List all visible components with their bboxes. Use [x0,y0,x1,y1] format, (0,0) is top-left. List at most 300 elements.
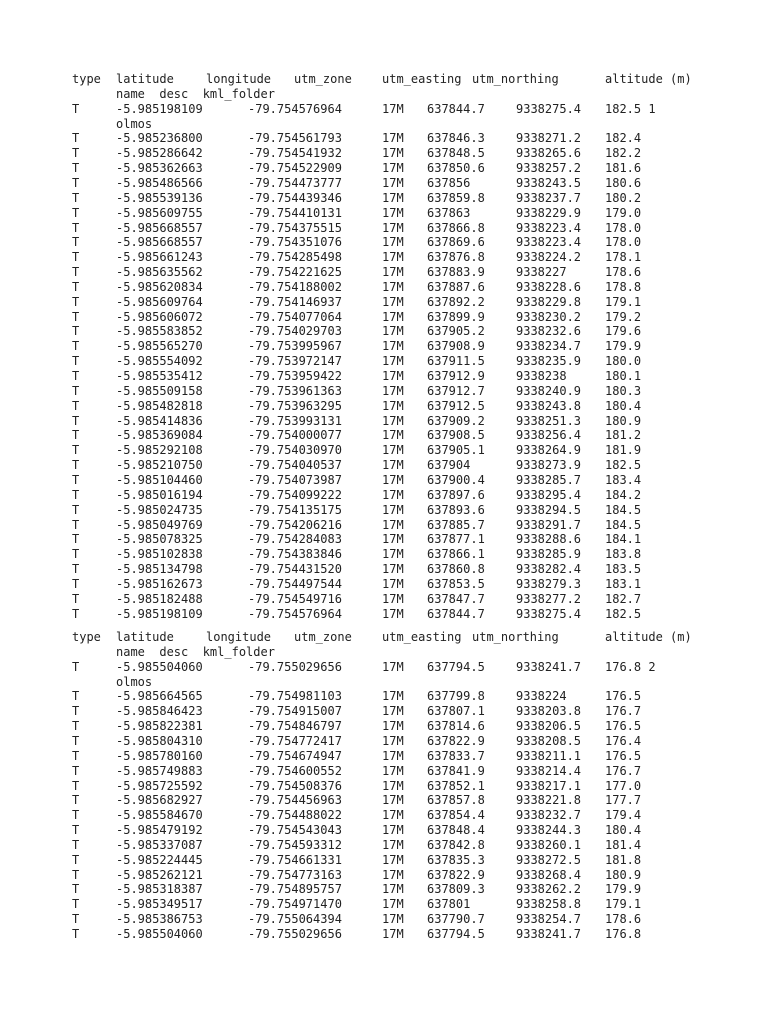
cell-longitude: -79.754773163 [248,867,342,882]
cell-longitude: -79.754895757 [248,882,342,897]
cell-longitude: -79.754456963 [248,793,342,808]
header-type: type [72,630,101,644]
cell-utm-zone: 17M [382,161,404,176]
cell-altitude: 180.0 [605,354,642,369]
header-utm-easting: utm_easting [382,72,462,86]
cell-latitude: -5.985583852 [116,324,203,339]
cell-utm-easting: 637883.9 [427,265,485,280]
cell-altitude: 177.0 [605,778,642,793]
header-latitude: latitude [116,72,174,86]
cell-utm-easting: 637869.6 [427,235,485,250]
cell-name: olmos [116,674,153,689]
cell-longitude: -79.754846797 [248,719,342,734]
cell-utm-zone: 17M [382,413,404,428]
cell-longitude: -79.754146937 [248,294,342,309]
cell-utm-easting: 637835.3 [427,852,485,867]
cell-utm-zone: 17M [382,324,404,339]
header-utm-zone: utm_zone [294,630,352,644]
cell-longitude: -79.755064394 [248,912,342,927]
cell-longitude: -79.754593312 [248,837,342,852]
cell-longitude: -79.754661331 [248,852,342,867]
header-name-desc-kml-folder: name desc kml_folder [116,644,275,659]
cell-longitude: -79.754508376 [248,778,342,793]
cell-type: T [72,101,80,116]
cell-longitude: -79.754375515 [248,220,342,235]
cell-longitude: -79.754030970 [248,443,342,458]
cell-utm-zone: 17M [382,220,404,235]
cell-longitude: -79.754073987 [248,472,342,487]
cell-latitude: -5.985668557 [116,235,203,250]
cell-utm-easting: 637892.2 [427,294,485,309]
cell-longitude: -79.753972147 [248,354,342,369]
cell-latitude: -5.985104460 [116,472,203,487]
cell-utm-zone: 17M [382,867,404,882]
cell-type: T [72,502,80,517]
cell-utm-easting: 637912.5 [427,398,485,413]
cell-latitude: -5.985198109 [116,606,203,621]
cell-type: T [72,220,80,235]
cell-utm-easting: 637848.4 [427,823,485,838]
cell-type: T [72,763,80,778]
cell-utm-zone: 17M [382,205,404,220]
cell-latitude: -5.985182488 [116,591,203,606]
header-altitude: altitude (m) [605,630,692,644]
cell-utm-zone: 17M [382,562,404,577]
cell-type: T [72,808,80,823]
cell-altitude: 179.6 [605,324,642,339]
cell-type: T [72,324,80,339]
cell-altitude: 177.7 [605,793,642,808]
cell-type: T [72,606,80,621]
cell-utm-easting: 637846.3 [427,131,485,146]
cell-latitude: -5.985609755 [116,205,203,220]
cell-altitude: 180.3 [605,383,642,398]
cell-utm-northing: 9338254.7 [516,912,582,927]
cell-type: T [72,235,80,250]
cell-altitude: 180.9 [605,867,642,882]
cell-type: T [72,823,80,838]
cell-utm-northing: 9338273.9 [516,458,582,473]
cell-utm-northing: 9338227 [516,265,567,280]
cell-utm-zone: 17M [382,748,404,763]
cell-latitude: -5.985386753 [116,912,203,927]
cell-longitude: -79.753993131 [248,413,342,428]
cell-type: T [72,265,80,280]
cell-utm-northing: 9338224 [516,689,567,704]
cell-utm-easting: 637885.7 [427,517,485,532]
cell-altitude: 182.2 [605,146,642,161]
cell-latitude: -5.985620834 [116,279,203,294]
cell-longitude: -79.754981103 [248,689,342,704]
cell-utm-zone: 17M [382,443,404,458]
cell-longitude: -79.754029703 [248,324,342,339]
cell-altitude: 180.6 [605,175,642,190]
cell-type: T [72,778,80,793]
cell-utm-northing: 9338277.2 [516,591,582,606]
cell-utm-easting: 637912.9 [427,369,485,383]
cell-utm-northing: 9338279.3 [516,576,582,591]
cell-utm-easting: 637897.6 [427,487,485,502]
cell-latitude: -5.985661243 [116,250,203,265]
cell-utm-easting: 637848.5 [427,146,485,161]
cell-altitude: 179.1 [605,294,642,309]
cell-longitude: -79.754000077 [248,428,342,443]
cell-utm-easting: 637909.2 [427,413,485,428]
cell-utm-easting: 637887.6 [427,279,485,294]
cell-utm-zone: 17M [382,591,404,606]
cell-latitude: -5.985606072 [116,309,203,324]
cell-altitude: 180.1 [605,369,642,383]
cell-type: T [72,748,80,763]
cell-utm-easting: 637794.5 [427,927,485,941]
cell-longitude: -79.754549716 [248,591,342,606]
cell-utm-zone: 17M [382,502,404,517]
cell-utm-easting: 637809.3 [427,882,485,897]
cell-longitude: -79.754600552 [248,763,342,778]
cell-type: T [72,719,80,734]
cell-utm-easting: 637814.6 [427,719,485,734]
cell-utm-zone: 17M [382,897,404,912]
cell-name: olmos [116,116,153,131]
cell-altitude: 178.8 [605,279,642,294]
cell-utm-northing: 9338271.2 [516,131,582,146]
cell-longitude: -79.754410131 [248,205,342,220]
header-type: type [72,72,101,86]
cell-latitude: -5.985635562 [116,265,203,280]
cell-utm-zone: 17M [382,882,404,897]
cell-longitude: -79.754497544 [248,576,342,591]
cell-type: T [72,591,80,606]
cell-latitude: -5.985482818 [116,398,203,413]
cell-longitude: -79.754383846 [248,547,342,562]
cell-utm-easting: 637847.7 [427,591,485,606]
cell-utm-northing: 9338291.7 [516,517,582,532]
cell-utm-zone: 17M [382,763,404,778]
cell-type: T [72,339,80,354]
cell-longitude: -79.754674947 [248,748,342,763]
cell-latitude: -5.985224445 [116,852,203,867]
cell-utm-zone: 17M [382,146,404,161]
cell-utm-easting: 637877.1 [427,532,485,547]
header-latitude: latitude [116,630,174,644]
header-altitude: altitude (m) [605,72,692,86]
cell-latitude: -5.985078325 [116,532,203,547]
header-longitude: longitude [206,630,272,644]
cell-utm-northing: 9338288.6 [516,532,582,547]
cell-altitude: 176.4 [605,733,642,748]
cell-latitude: -5.985262121 [116,867,203,882]
cell-longitude: -79.755029656 [248,659,342,674]
cell-latitude: -5.985554092 [116,354,203,369]
cell-utm-northing: 9338251.3 [516,413,582,428]
cell-altitude: 181.2 [605,428,642,443]
cell-utm-northing: 9338238 [516,369,567,383]
cell-utm-easting: 637794.5 [427,659,485,674]
cell-utm-zone: 17M [382,576,404,591]
cell-altitude: 179.4 [605,808,642,823]
cell-latitude: -5.985725592 [116,778,203,793]
cell-utm-easting: 637841.9 [427,763,485,778]
cell-utm-zone: 17M [382,294,404,309]
cell-utm-zone: 17M [382,235,404,250]
cell-utm-northing: 9338229.8 [516,294,582,309]
cell-longitude: -79.754188002 [248,279,342,294]
cell-altitude: 183.5 [605,562,642,577]
cell-utm-easting: 637912.7 [427,383,485,398]
cell-longitude: -79.754541932 [248,146,342,161]
cell-latitude: -5.985210750 [116,458,203,473]
header-utm-zone: utm_zone [294,72,352,86]
cell-utm-northing: 9338295.4 [516,487,582,502]
cell-latitude: -5.985318387 [116,882,203,897]
cell-utm-zone: 17M [382,398,404,413]
cell-altitude: 176.5 [605,748,642,763]
cell-latitude: -5.985565270 [116,339,203,354]
cell-longitude: -79.754351076 [248,235,342,250]
cell-utm-easting: 637863 [427,205,471,220]
cell-type: T [72,354,80,369]
cell-utm-northing: 9338265.6 [516,146,582,161]
cell-utm-easting: 637876.8 [427,250,485,265]
cell-utm-zone: 17M [382,704,404,719]
cell-altitude: 178.0 [605,220,642,235]
cell-altitude: 179.0 [605,205,642,220]
cell-utm-northing: 9338285.9 [516,547,582,562]
cell-utm-northing: 9338282.4 [516,562,582,577]
cell-utm-zone: 17M [382,250,404,265]
cell-utm-northing: 9338264.9 [516,443,582,458]
cell-utm-northing: 9338230.2 [516,309,582,324]
cell-latitude: -5.985414836 [116,413,203,428]
cell-altitude: 180.2 [605,190,642,205]
cell-utm-easting: 637850.6 [427,161,485,176]
cell-longitude: -79.753959422 [248,369,342,383]
cell-utm-zone: 17M [382,927,404,941]
cell-longitude: -79.754576964 [248,101,342,116]
cell-type: T [72,532,80,547]
cell-utm-zone: 17M [382,852,404,867]
cell-type: T [72,161,80,176]
cell-utm-northing: 9338256.4 [516,428,582,443]
cell-utm-zone: 17M [382,689,404,704]
cell-latitude: -5.985846423 [116,704,203,719]
cell-type: T [72,294,80,309]
cell-utm-easting: 637833.7 [427,748,485,763]
cell-altitude: 181.9 [605,443,642,458]
cell-latitude: -5.985749883 [116,763,203,778]
cell-altitude: 178.6 [605,912,642,927]
cell-latitude: -5.985509158 [116,383,203,398]
cell-type: T [72,576,80,591]
cell-latitude: -5.985780160 [116,748,203,763]
cell-altitude: 182.5 1 [605,101,656,116]
cell-utm-easting: 637866.1 [427,547,485,562]
cell-altitude: 183.1 [605,576,642,591]
cell-type: T [72,927,80,941]
cell-altitude: 183.4 [605,472,642,487]
cell-type: T [72,562,80,577]
cell-type: T [72,175,80,190]
cell-utm-northing: 9338240.9 [516,383,582,398]
cell-type: T [72,383,80,398]
cell-type: T [72,547,80,562]
cell-utm-zone: 17M [382,458,404,473]
cell-utm-northing: 9338228.6 [516,279,582,294]
cell-latitude: -5.985584670 [116,808,203,823]
cell-utm-northing: 9338237.7 [516,190,582,205]
cell-longitude: -79.754439346 [248,190,342,205]
cell-latitude: -5.985016194 [116,487,203,502]
cell-altitude: 178.0 [605,235,642,250]
cell-latitude: -5.985664565 [116,689,203,704]
cell-utm-easting: 637905.2 [427,324,485,339]
cell-type: T [72,867,80,882]
cell-longitude: -79.754285498 [248,250,342,265]
cell-utm-easting: 637893.6 [427,502,485,517]
cell-type: T [72,793,80,808]
cell-utm-zone: 17M [382,265,404,280]
cell-utm-northing: 9338229.9 [516,205,582,220]
cell-utm-northing: 9338211.1 [516,748,582,763]
cell-longitude: -79.754543043 [248,823,342,838]
cell-utm-northing: 9338244.3 [516,823,582,838]
cell-altitude: 180.4 [605,398,642,413]
cell-utm-easting: 637859.8 [427,190,485,205]
cell-utm-northing: 9338234.7 [516,339,582,354]
cell-latitude: -5.985049769 [116,517,203,532]
cell-altitude: 179.2 [605,309,642,324]
cell-altitude: 176.7 [605,704,642,719]
cell-latitude: -5.985286642 [116,146,203,161]
cell-altitude: 176.5 [605,719,642,734]
cell-utm-easting: 637856 [427,175,471,190]
cell-utm-northing: 9338203.8 [516,704,582,719]
cell-utm-northing: 9338206.5 [516,719,582,734]
cell-type: T [72,517,80,532]
cell-utm-easting: 637801 [427,897,471,912]
cell-utm-zone: 17M [382,175,404,190]
cell-altitude: 176.8 [605,927,642,941]
cell-utm-zone: 17M [382,778,404,793]
cell-longitude: -79.754135175 [248,502,342,517]
cell-utm-northing: 9338235.9 [516,354,582,369]
cell-utm-northing: 9338285.7 [516,472,582,487]
cell-type: T [72,428,80,443]
cell-type: T [72,882,80,897]
cell-utm-zone: 17M [382,532,404,547]
cell-utm-zone: 17M [382,383,404,398]
cell-altitude: 176.7 [605,763,642,778]
cell-type: T [72,897,80,912]
cell-utm-northing: 9338243.5 [516,175,582,190]
cell-longitude: -79.754040537 [248,458,342,473]
cell-utm-easting: 637860.8 [427,562,485,577]
cell-utm-zone: 17M [382,606,404,621]
cell-type: T [72,733,80,748]
cell-utm-zone: 17M [382,472,404,487]
cell-altitude: 182.4 [605,131,642,146]
cell-type: T [72,131,80,146]
cell-utm-easting: 637854.4 [427,808,485,823]
cell-utm-easting: 637807.1 [427,704,485,719]
cell-utm-zone: 17M [382,428,404,443]
cell-utm-zone: 17M [382,309,404,324]
cell-utm-northing: 9338221.8 [516,793,582,808]
cell-utm-zone: 17M [382,912,404,927]
cell-altitude: 181.8 [605,852,642,867]
cell-type: T [72,689,80,704]
cell-utm-northing: 9338241.7 [516,659,582,674]
cell-latitude: -5.985479192 [116,823,203,838]
cell-type: T [72,659,80,674]
cell-utm-easting: 637908.9 [427,339,485,354]
cell-utm-northing: 9338257.2 [516,161,582,176]
cell-utm-easting: 637853.5 [427,576,485,591]
cell-utm-zone: 17M [382,339,404,354]
cell-utm-zone: 17M [382,823,404,838]
header-longitude: longitude [206,72,272,86]
cell-longitude: -79.754522909 [248,161,342,176]
cell-altitude: 184.5 [605,502,642,517]
cell-longitude: -79.754099222 [248,487,342,502]
cell-altitude: 183.8 [605,547,642,562]
cell-latitude: -5.985369084 [116,428,203,443]
cell-altitude: 184.5 [605,517,642,532]
cell-utm-northing: 9338223.4 [516,220,582,235]
cell-utm-easting: 637799.8 [427,689,485,704]
cell-utm-zone: 17M [382,719,404,734]
cell-altitude: 180.4 [605,823,642,838]
cell-altitude: 180.9 [605,413,642,428]
cell-type: T [72,279,80,294]
cell-type: T [72,398,80,413]
cell-longitude: -79.754576964 [248,606,342,621]
cell-longitude: -79.754971470 [248,897,342,912]
cell-type: T [72,190,80,205]
cell-altitude: 176.8 2 [605,659,656,674]
cell-utm-easting: 637908.5 [427,428,485,443]
cell-utm-easting: 637822.9 [427,733,485,748]
cell-utm-zone: 17M [382,837,404,852]
cell-type: T [72,704,80,719]
cell-longitude: -79.754284083 [248,532,342,547]
cell-utm-northing: 9338217.1 [516,778,582,793]
cell-type: T [72,837,80,852]
cell-longitude: -79.754431520 [248,562,342,577]
cell-utm-easting: 637857.8 [427,793,485,808]
cell-utm-zone: 17M [382,547,404,562]
cell-altitude: 176.5 [605,689,642,704]
cell-utm-easting: 637899.9 [427,309,485,324]
cell-type: T [72,146,80,161]
cell-type: T [72,472,80,487]
cell-latitude: -5.985198109 [116,101,203,116]
cell-latitude: -5.985102838 [116,547,203,562]
cell-utm-easting: 637844.7 [427,606,485,621]
cell-altitude: 179.1 [605,897,642,912]
cell-latitude: -5.985292108 [116,443,203,458]
cell-utm-zone: 17M [382,659,404,674]
cell-longitude: -79.755029656 [248,927,342,941]
cell-longitude: -79.754221625 [248,265,342,280]
cell-type: T [72,487,80,502]
cell-utm-zone: 17M [382,793,404,808]
cell-altitude: 182.5 [605,458,642,473]
cell-utm-northing: 9338294.5 [516,502,582,517]
cell-longitude: -79.753963295 [248,398,342,413]
cell-utm-easting: 637905.1 [427,443,485,458]
cell-longitude: -79.754077064 [248,309,342,324]
